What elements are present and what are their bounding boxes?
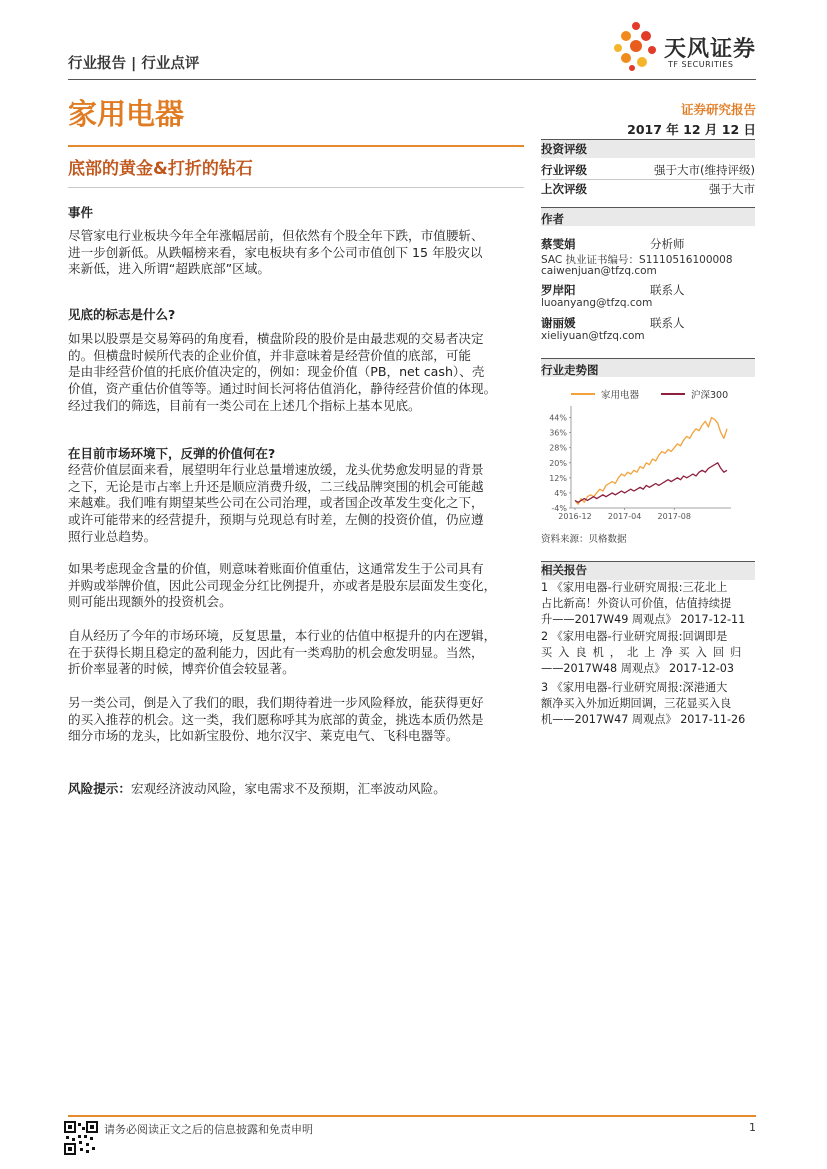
author-name: 罗岸阳 bbox=[541, 283, 576, 297]
breadcrumb: 行业报告 | 行业点评 bbox=[68, 56, 200, 72]
author-email: caiwenjuan@tfzq.com bbox=[541, 265, 657, 277]
rating-heading: 投资评级 bbox=[541, 142, 587, 156]
related-heading: 相关报告 bbox=[541, 563, 587, 577]
paragraph-valuation: 自从经历了今年的市场环境，反复思量，本行业的估值中枢提升的内在逻辑， 在于获得长期且稳定的盈利能力，因此有一类鸡肋的机会愈发明显。当然， 折价率显著的时候，博弈价值会较显著。 bbox=[68, 628, 497, 677]
y-tick-label: 4% bbox=[554, 488, 567, 498]
legend-label: 沪深300 bbox=[691, 390, 729, 401]
report-title: 底部的黄金&打折的钻石 bbox=[68, 159, 253, 179]
logo-mark-icon bbox=[612, 20, 660, 72]
rating-label: 行业评级 bbox=[541, 163, 587, 177]
logo-en-text: TF SECURITIES bbox=[668, 60, 734, 69]
y-tick-label: 12% bbox=[549, 473, 567, 483]
x-tick-label: 2017-04 bbox=[607, 512, 642, 521]
industry-title: 家用电器 bbox=[68, 97, 185, 131]
previous-rating-value: 强于大市 bbox=[709, 182, 755, 196]
event-heading: 事件 bbox=[68, 205, 94, 220]
footer-disclaimer: 请务必阅读正文之后的信息披露和免责申明 bbox=[104, 1123, 313, 1136]
y-tick-label: -4% bbox=[551, 504, 567, 513]
title-rule-top bbox=[68, 145, 524, 147]
title-rule-bottom bbox=[68, 187, 524, 188]
rating-value: 强于大市(维持评级) bbox=[654, 163, 755, 177]
header-rule bbox=[68, 79, 756, 80]
y-tick-label: 28% bbox=[549, 443, 567, 453]
report-type: 证券研究报告 bbox=[680, 102, 756, 117]
series-line bbox=[575, 463, 727, 503]
company-logo bbox=[612, 20, 762, 72]
logo-cn-text: 天风证券 bbox=[664, 37, 757, 62]
legend-label: 家用电器 bbox=[601, 390, 640, 401]
author-email: xieliyuan@tfzq.com bbox=[541, 330, 645, 342]
author-email: luoanyang@tfzq.com bbox=[541, 297, 653, 309]
risk-text: 宏观经济波动风险，家电需求不及预期，汇率波动风险。 bbox=[130, 781, 446, 796]
related-report-link[interactable]: 2 《家用电器-行业研究周报:回调即是 买入良机，北上净买入回归 ——2017W48 周观点》 2017-12-03 bbox=[541, 630, 748, 675]
footer-rule bbox=[68, 1115, 756, 1117]
series-line bbox=[575, 418, 727, 505]
industry-trend-chart bbox=[541, 382, 755, 524]
section-heading-bottom-signs: 见底的标志是什么? bbox=[68, 307, 176, 322]
risk-label: 风险提示： bbox=[68, 781, 131, 796]
y-tick-label: 36% bbox=[549, 428, 567, 438]
paragraph-picks: 另一类公司，倒是入了我们的眼，我们期待着进一步风险释放，能获得更好 的买入推荐的机会。这一类，我们愿称呼其为底部的黄金，挑选本质仍然是 细分市场的龙头，比如新宝股份、地尔汉宇、莱克电气、飞科电器等。 bbox=[68, 695, 484, 744]
related-report-link[interactable]: 3 《家用电器-行业研究周报:深港通大 额净买入外加近期回调，三花显买入良 机——2017W47 周观点》 2017-11-26 bbox=[541, 681, 746, 726]
chart-source: 资料来源：贝格数据 bbox=[541, 534, 627, 545]
author-name: 谢丽媛 bbox=[541, 316, 576, 330]
author-role: 联系人 bbox=[650, 283, 685, 297]
rating-row-rule bbox=[541, 179, 755, 180]
y-tick-label: 44% bbox=[549, 413, 567, 423]
paragraph-event: 尽管家电行业板块今年全年涨幅居前，但依然有个股全年下跌，市值腰斩、 进一步创新低。从跌幅榜来看，家电板块有多个公司市值创下 15 年股灾以 来新低，进入所谓“超跌底部”区域。 bbox=[68, 228, 484, 277]
report-date: 2017 年 12 月 12 日 bbox=[627, 122, 756, 137]
trend-heading: 行业走势图 bbox=[541, 363, 599, 377]
risk-warning bbox=[68, 778, 446, 797]
related-report-link[interactable]: 1 《家用电器-行业研究周报:三花北上 占比新高！外资认可价值，估值持续提 升——2017W49 周观点》 2017-12-11 bbox=[541, 581, 746, 626]
author-cert: SAC 执业证书编号：S1110516100008 bbox=[541, 254, 733, 266]
previous-rating-label: 上次评级 bbox=[541, 182, 587, 196]
section-heading-rebound-value: 在目前市场环境下，反弹的价值何在? bbox=[68, 446, 276, 461]
qr-code-icon bbox=[64, 1121, 98, 1155]
paragraph-bottom-signs: 如果以股票是交易筹码的角度看，横盘阶段的股价是由最悲观的交易者决定 的。但横盘时候所代表的企业价值，并非意味着是经营价值的底部，可能 是由非经营价值的托底价值决定的，例如：现金价值（PB，net cash）、壳 价值，资产重估价值等等。通过时间长河将估值消化，静待经营价值的体现。 经过我们的筛选，目前有一类公司在上述几个指标上基本见底。 bbox=[68, 331, 497, 413]
author-role: 分析师 bbox=[650, 237, 685, 251]
page-number: 1 bbox=[749, 1121, 756, 1134]
paragraph-cash-value: 如果考虑现金含量的价值，则意味着账面价值重估，这通常发生于公司具有 并购或举牌价值，因此公司现金分红比例提升，亦或者是股东层面发生变化， 则可能出现额外的投资机会。 bbox=[68, 561, 497, 610]
authors-heading: 作者 bbox=[541, 212, 564, 226]
paragraph-operating-value: 经营价值层面来看，展望明年行业总量增速放缓，龙头优势愈发明显的背景 之下，无论是市占率上升还是顺应消费升级，二三线品牌突围的机会可能越 来越难。我们唯有期望某些公司在公司治理，或者国企改革发生变化之下， 或许可能带来的经营提升，预期与兑现总有时差，左侧的投资价值，仍应遵 照行业总趋势。 bbox=[68, 462, 484, 544]
author-role: 联系人 bbox=[650, 316, 685, 330]
x-tick-label: 2016-12 bbox=[558, 512, 592, 521]
y-tick-label: 20% bbox=[549, 458, 567, 468]
authors-band bbox=[541, 208, 755, 226]
x-tick-label: 2017-08 bbox=[657, 512, 691, 521]
author-name: 蔡雯娟 bbox=[541, 237, 576, 251]
